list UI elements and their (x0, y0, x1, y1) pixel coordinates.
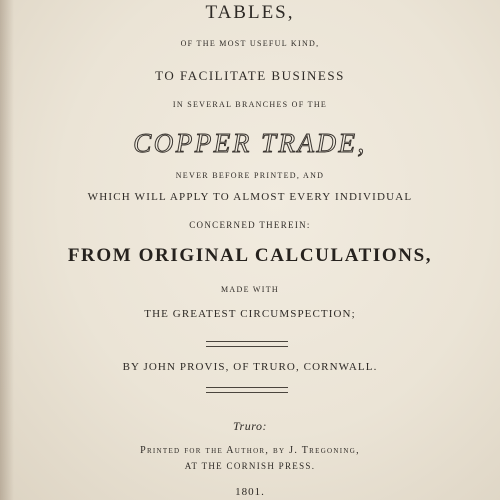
subtitle-facilitate: TO FACILITATE BUSINESS (155, 68, 345, 83)
heading-copper-trade: COPPER TRADE, (133, 128, 367, 158)
subtitle-branches: IN SEVERAL BRANCHES OF THE (172, 100, 328, 109)
subtitle-which: WHICH WILL APPLY TO ALMOST EVERY INDIVIDUAL (87, 191, 413, 203)
heading-tables: TABLES, (205, 2, 295, 23)
author-line: BY JOHN PROVIS, OF TRURO, CORNWALL. (122, 361, 378, 373)
double-rule-top (206, 341, 288, 347)
imprint-year: 1801. (235, 486, 265, 498)
subtitle-made-with: MADE WITH (221, 285, 279, 294)
imprint-press: AT THE CORNISH PRESS. (184, 461, 316, 471)
subtitle-concerned: CONCERNED THEREIN: (189, 220, 311, 230)
imprint-printer: Printed for the Author, by J. Tregoning, (140, 445, 360, 456)
subtitle-greatest: THE GREATEST CIRCUMSPECTION; (144, 308, 356, 320)
double-rule-bottom (206, 387, 288, 393)
heading-original-calculations: FROM ORIGINAL CALCULATIONS, (67, 245, 433, 266)
imprint-place: Truro: (233, 419, 267, 433)
subtitle-never-printed: NEVER BEFORE PRINTED, AND (175, 171, 325, 180)
subtitle-most-useful: OF THE MOST USEFUL KIND, (180, 39, 320, 48)
